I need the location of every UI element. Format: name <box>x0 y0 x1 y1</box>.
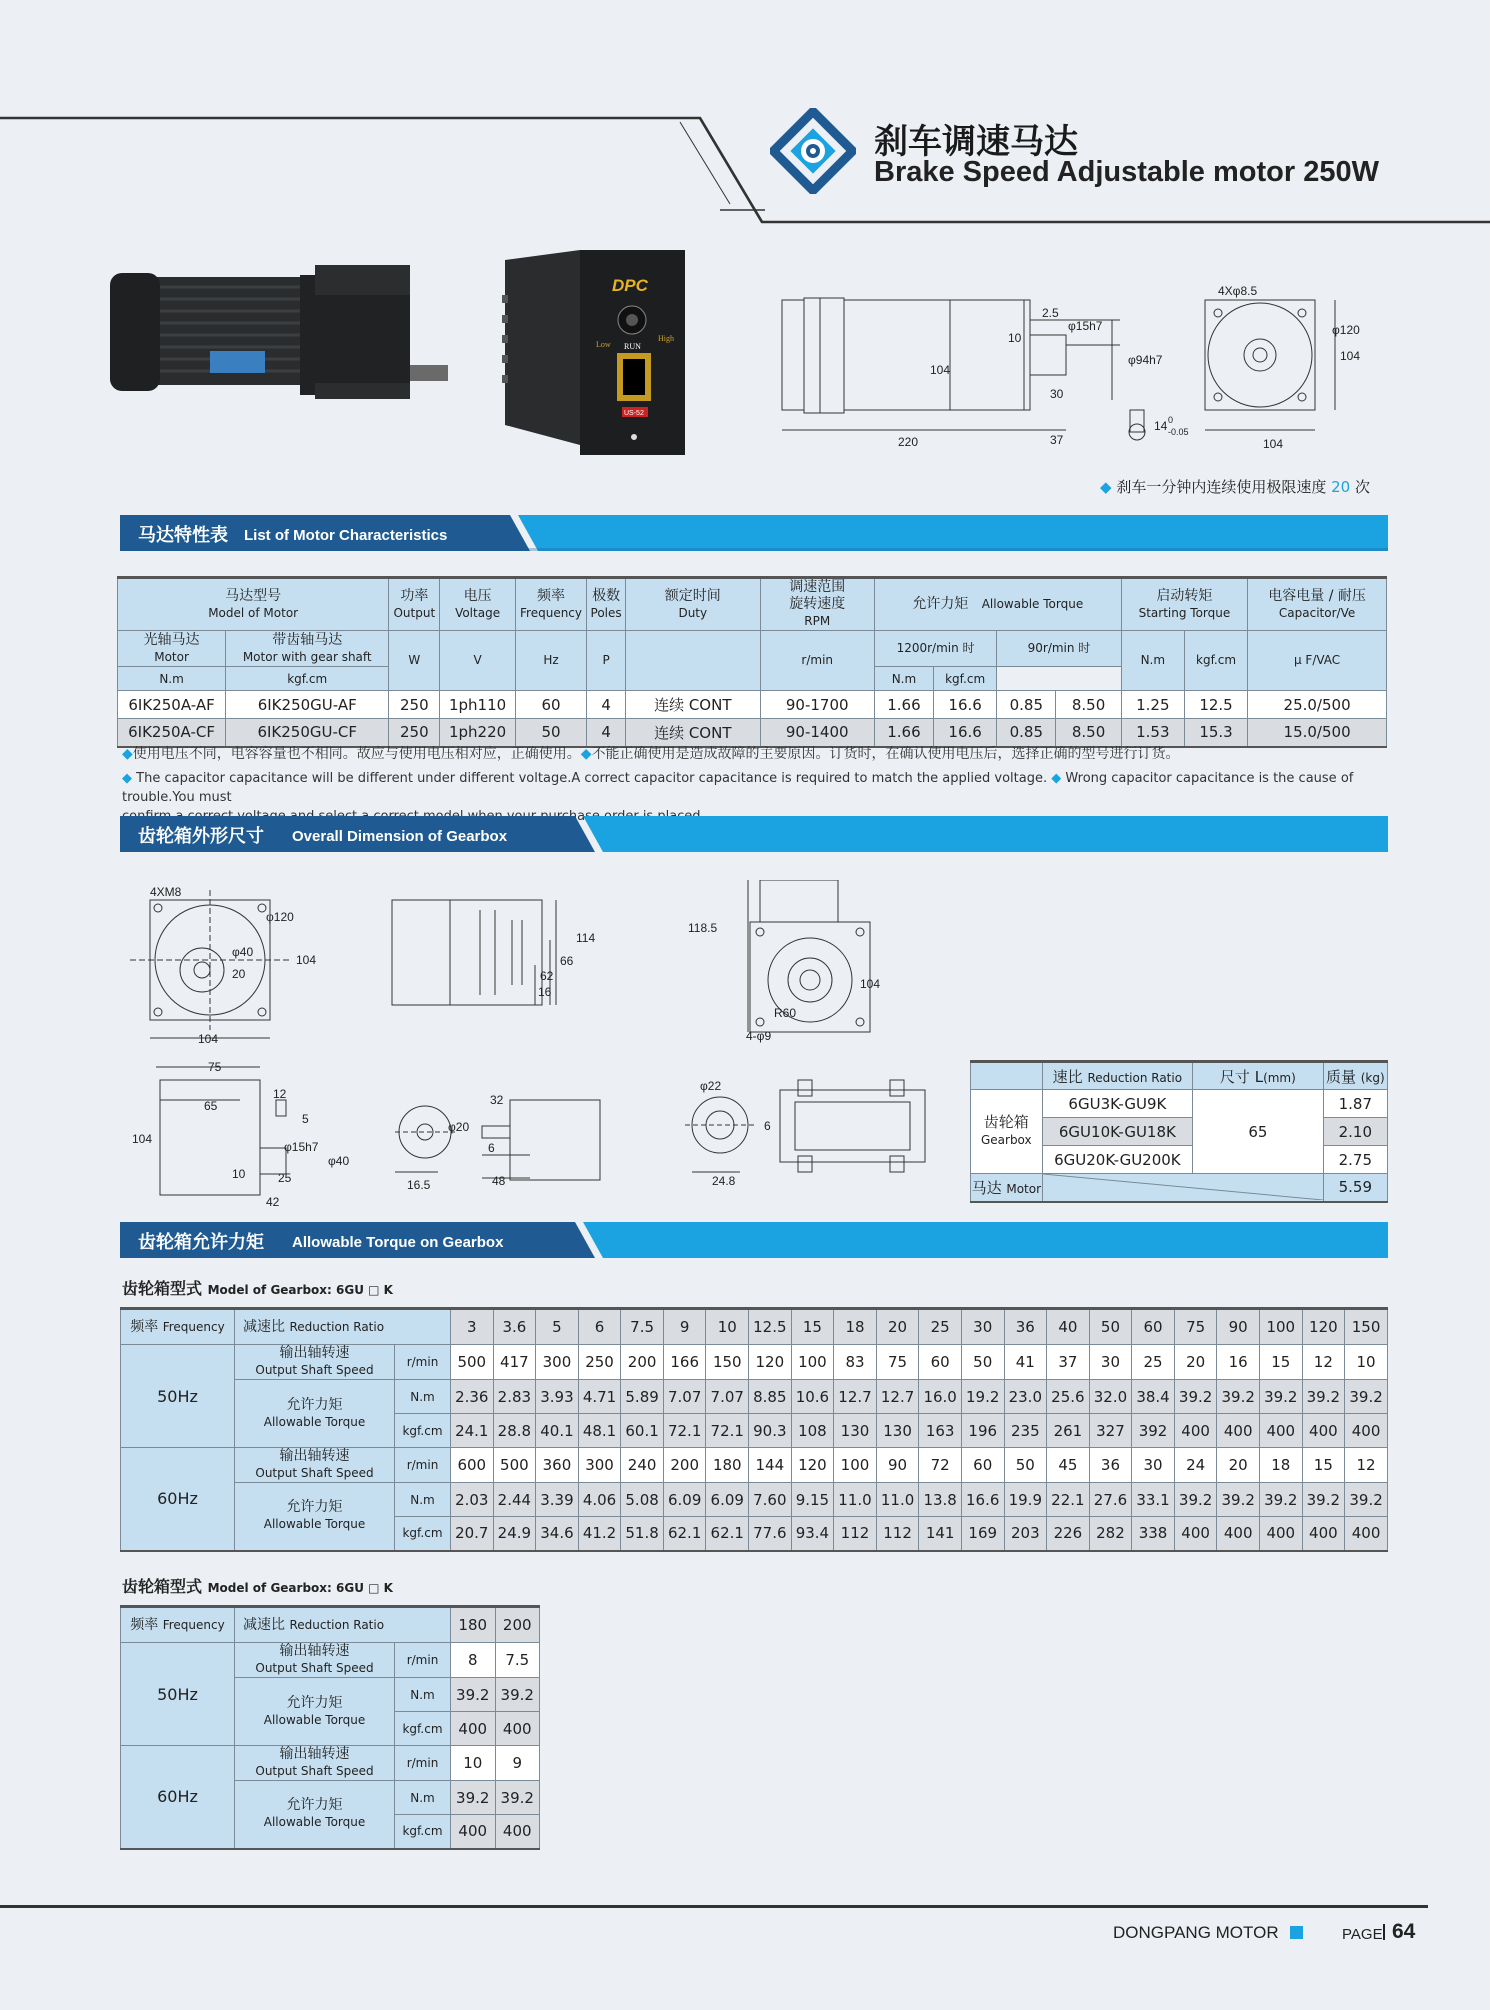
ratio-cell: 60 <box>1132 1309 1175 1345</box>
table-row: 齿轮箱 Gearbox 6GU3K-GU9K 65 1.87 <box>971 1090 1388 1118</box>
gb-dim-5: 5 <box>302 1112 309 1126</box>
controller-photo <box>500 245 690 455</box>
gb-dim-114: 114 <box>576 931 596 945</box>
table-row: 50Hz 输出轴转速 Output Shaft Speed r/min 500 417 300 250 200 166 150 120 100 83 75 60 50 41 37 30 25 20 16 15 12 10 <box>121 1345 1388 1380</box>
dim-14-tol-upper: 0 <box>1168 415 1174 425</box>
dim-94h7: φ94h7 <box>1128 353 1163 367</box>
dial-run-label: RUN <box>624 342 641 351</box>
page-number: 64 <box>1392 1920 1416 1943</box>
gb-dim-16: 16 <box>538 985 552 999</box>
gb-dim-4-9: 4-φ9 <box>746 1029 772 1043</box>
ratio-cell: 120 <box>1302 1309 1345 1345</box>
th-reduction-ratio: 减速比 Reduction Ratio <box>235 1607 451 1643</box>
gearbox-label: 齿轮箱 Gearbox <box>971 1090 1043 1174</box>
freq-label: 50Hz <box>121 1643 235 1746</box>
th-unit-nm2: N.m <box>874 667 933 691</box>
th-reduction-ratio: 减速比 Reduction Ratio <box>235 1309 451 1345</box>
ratio-cell: 3.6 <box>493 1309 536 1345</box>
gb-dim-r60: R60 <box>774 1006 797 1020</box>
gb-dim-6-d6: 6 <box>764 1119 771 1133</box>
table-row: 允许力矩 Allowable Torque N.m 39.2 39.2 <box>121 1781 540 1815</box>
th-duty-blank <box>625 631 760 691</box>
gb-dim-104-side: 104 <box>296 953 317 967</box>
ratio-cell: 30 <box>961 1309 1004 1345</box>
dim-15h7: φ15h7 <box>1068 319 1103 333</box>
ratio-cell: 5 <box>536 1309 579 1345</box>
dial-high-label: High <box>658 334 674 343</box>
th-unit-kgf1: kgf.cm <box>226 667 389 691</box>
ratio-cell: 6 <box>578 1309 621 1345</box>
torque-label: 允许力矩 Allowable Torque <box>235 1781 395 1849</box>
th-torque-90: 90r/min 时 <box>997 631 1121 667</box>
table-row: kgf.cm 20.7 24.9 34.6 41.2 51.8 62.1 62.1 77.6 93.4 112 112 141 169 203 226 282 338 400 400 400 400 400 <box>121 1517 1388 1551</box>
ratio-cell: 36 <box>1004 1309 1047 1345</box>
table-row: 60Hz 输出轴转速 Output Shaft Speed r/min 600 500 360 300 240 200 180 144 120 100 90 72 60 50 45 36 30 24 20 18 15 12 <box>121 1448 1388 1483</box>
brake-note <box>1100 476 1370 497</box>
ratio-cell: 50 <box>1089 1309 1132 1345</box>
diamond-bullet-icon: ◆ <box>122 746 133 762</box>
gb-dim-62: 62 <box>540 969 554 983</box>
th-shaft-motor: 光轴马达 Motor <box>118 631 226 667</box>
motor-label: 马达 Motor <box>971 1174 1043 1202</box>
section-title-cn: 齿轮箱允许力矩 <box>138 1232 264 1253</box>
motor-photo <box>110 255 455 435</box>
diamond-bullet-icon: ◆ <box>1100 478 1112 496</box>
table-row: 允许力矩 Allowable Torque N.m 39.2 39.2 <box>121 1678 540 1712</box>
section-gearbox-dimension <box>120 816 1388 852</box>
gearbox-dimension-drawings <box>120 880 960 1220</box>
th-size: 尺寸 L(mm) <box>1193 1062 1323 1090</box>
dim-104-bottom: 104 <box>1263 437 1284 451</box>
table-row: kgf.cm 24.1 28.8 40.1 48.1 60.1 72.1 72.1 90.3 108 130 130 163 196 235 261 327 392 400 400 400 400 400 <box>121 1414 1388 1448</box>
th-mass: 质量 (kg) <box>1323 1062 1387 1090</box>
section-title-en: Overall Dimension of Gearbox <box>292 828 508 845</box>
table-row: 6GU10K-GU18K 2.10 <box>971 1118 1388 1146</box>
page-title-en: Brake Speed Adjustable motor 250W <box>874 156 1379 188</box>
ratio-cell: 7.5 <box>621 1309 664 1345</box>
gb-dim-32: 32 <box>490 1093 504 1107</box>
th-starting-torque: 启动转矩 Starting Torque <box>1121 578 1247 631</box>
footer-divider <box>1383 1924 1385 1940</box>
th-speed: 调速范围 旋转速度 RPM <box>760 578 874 631</box>
ratio-cell: 75 <box>1174 1309 1217 1345</box>
torque-table-2 <box>120 1605 540 1850</box>
unit-rpm: r/min <box>395 1746 451 1781</box>
controller-brand: DPC <box>612 276 648 295</box>
th-ratio: 速比 Reduction Ratio <box>1042 1062 1193 1090</box>
dim-10: 10 <box>1008 331 1022 345</box>
section-title-en: List of Motor Characteristics <box>244 527 448 544</box>
footer-rule <box>0 1905 1428 1908</box>
ratio-cell: 200 <box>495 1607 540 1643</box>
freq-label: 60Hz <box>121 1746 235 1849</box>
table-row: 6GU20K-GU200K 2.75 <box>971 1146 1388 1174</box>
gb-dim-40-d4: φ40 <box>328 1154 350 1168</box>
gb-dim-20-d5: φ20 <box>448 1120 470 1134</box>
th-torque: 允许力矩 Allowable Torque <box>874 578 1121 631</box>
th-gear-motor: 带齿轴马达 Motor with gear shaft <box>226 631 389 667</box>
gb-dim-20: 20 <box>232 967 246 981</box>
ratio-cell: 180 <box>451 1607 496 1643</box>
gb-dim-40: φ40 <box>232 945 254 959</box>
th-unit-kgf2: kgf.cm <box>934 667 997 691</box>
th-torque-1200: 1200r/min 时 <box>874 631 996 667</box>
ratio-cell: 90 <box>1217 1309 1260 1345</box>
unit-kgf: kgf.cm <box>395 1712 451 1746</box>
gb-dim-118-5: 118.5 <box>688 921 718 935</box>
th-unit-w: W <box>389 631 440 691</box>
th-unit-v: V <box>440 631 515 691</box>
th-voltage: 电压 Voltage <box>440 578 515 631</box>
th-unit-p: P <box>587 631 626 691</box>
dim-37: 37 <box>1050 433 1064 447</box>
unit-kgf: kgf.cm <box>395 1414 451 1448</box>
motor-characteristics-table <box>117 576 1387 748</box>
table-row: 6IK250A-AF 6IK250GU-AF 250 1ph110 60 4 连续 CONT 90-1700 1.66 16.6 0.85 8.50 1.25 12.5 25.0/500 <box>118 691 1387 719</box>
dim-104-side: 104 <box>1340 349 1361 363</box>
gb-dim-12: 12 <box>273 1087 287 1101</box>
gb-dim-104-d3: 104 <box>860 977 881 991</box>
unit-rpm: r/min <box>395 1643 451 1678</box>
table-row: kgf.cm 400 400 <box>121 1712 540 1746</box>
brand-logo-icon <box>770 108 856 194</box>
unit-nm: N.m <box>395 1380 451 1414</box>
brake-note-value: 20 <box>1331 478 1351 496</box>
th-model: 马达型号 Model of Motor <box>118 578 389 631</box>
gb-dim-42: 42 <box>266 1195 280 1209</box>
gb-dim-65: 65 <box>204 1099 218 1113</box>
ratio-cell: 12.5 <box>749 1309 792 1345</box>
size-value: 65 <box>1193 1090 1323 1174</box>
speed-label: 输出轴转速 Output Shaft Speed <box>235 1448 395 1483</box>
th-unit-rpm: r/min <box>760 631 874 691</box>
gb-dim-15h7: φ15h7 <box>284 1140 319 1154</box>
gb-dim-75: 75 <box>208 1060 222 1074</box>
unit-kgf: kgf.cm <box>395 1815 451 1849</box>
th-frequency: 频率 Frequency <box>515 578 586 631</box>
brake-note-unit: 次 <box>1355 478 1371 496</box>
table-row: kgf.cm 400 400 <box>121 1815 540 1849</box>
diamond-bullet-icon: ◆ <box>580 746 592 762</box>
section-motor-characteristics <box>120 515 1388 551</box>
torque-label: 允许力矩 Allowable Torque <box>235 1380 395 1448</box>
freq-label: 50Hz <box>121 1345 235 1448</box>
th-frequency: 频率 Frequency <box>121 1309 235 1345</box>
freq-label: 60Hz <box>121 1448 235 1551</box>
gb-dim-104-bottom: 104 <box>198 1032 219 1046</box>
diagonal-line <box>1043 1174 1323 1200</box>
dim-14-tol-lower: -0.05 <box>1168 427 1189 437</box>
unit-nm: N.m <box>395 1678 451 1712</box>
footer-company: DONGPANG MOTOR <box>1113 1923 1279 1942</box>
table-row: 允许力矩 Allowable Torque N.m 2.03 2.44 3.39 4.06 5.08 6.09 6.09 7.60 9.15 11.0 11.0 13.8 16.6 19.9 22.1 27.6 33.1 39.2 39.2 39.2 39.2 39.2 <box>121 1483 1388 1517</box>
footer-page-label: PAGE <box>1342 1926 1383 1943</box>
diamond-bullet-icon: ◆ <box>122 771 132 786</box>
th-output: 功率 Output <box>389 578 440 631</box>
th-frequency: 频率 Frequency <box>121 1607 235 1643</box>
dim-220: 220 <box>898 435 919 449</box>
ratio-cell: 40 <box>1047 1309 1090 1345</box>
torque-table-1-title: 齿轮箱型式 Model of Gearbox: 6GU □ K <box>122 1279 393 1298</box>
section-title-en: Allowable Torque on Gearbox <box>292 1234 504 1251</box>
table-row: 60Hz 输出轴转速 Output Shaft Speed r/min 10 9 <box>121 1746 540 1781</box>
speed-label: 输出轴转速 Output Shaft Speed <box>235 1643 395 1678</box>
torque-label: 允许力矩 Allowable Torque <box>235 1678 395 1746</box>
controller-model: US-52 <box>624 410 644 417</box>
ratio-cell: 20 <box>876 1309 919 1345</box>
ratio-cell: 9 <box>663 1309 706 1345</box>
torque-label: 允许力矩 Allowable Torque <box>235 1483 395 1551</box>
dim-14: 14 <box>1154 419 1168 433</box>
ratio-cell: 10 <box>706 1309 749 1345</box>
th-unit-kgf3: kgf.cm <box>1184 631 1247 691</box>
table-row: 马达 Motor 5.59 <box>971 1174 1388 1202</box>
table-row: 50Hz 输出轴转速 Output Shaft Speed r/min 8 7.5 <box>121 1643 540 1678</box>
gb-dim-25: 25 <box>278 1171 292 1185</box>
th-unit-nm1: N.m <box>118 667 226 691</box>
gb-dim-22: φ22 <box>700 1079 722 1093</box>
dial-low-label: Low <box>596 340 611 349</box>
th-unit-cap: μ F/VAC <box>1248 631 1387 691</box>
motor-dimension-drawing <box>770 280 1390 460</box>
gb-dim-48: 48 <box>492 1174 506 1188</box>
gb-dim-4xm8: 4XM8 <box>150 885 182 899</box>
dim-4x85: 4Xφ8.5 <box>1218 284 1258 298</box>
square-icon <box>1290 1926 1303 1939</box>
unit-nm: N.m <box>395 1781 451 1815</box>
page-title-cn: 刹车调速马达 <box>874 122 1078 162</box>
ratio-cell: 25 <box>919 1309 962 1345</box>
unit-rpm: r/min <box>395 1448 451 1483</box>
th-capacitor: 电容电量 / 耐压 Capacitor/Ve <box>1248 578 1387 631</box>
torque-table-2-title: 齿轮箱型式 Model of Gearbox: 6GU □ K <box>122 1577 393 1596</box>
gb-dim-10: 10 <box>232 1167 246 1181</box>
unit-nm: N.m <box>395 1483 451 1517</box>
speed-label: 输出轴转速 Output Shaft Speed <box>235 1345 395 1380</box>
gb-dim-120: φ120 <box>266 910 294 924</box>
note-cn: ◆使用电压不同，电容容量也不相同。故应与使用电压相对应，正确使用。◆不能正确使用是造成故障的主要原因。订货时，在确认使用电压后，选择正确的型号进行订货。 <box>122 746 1180 762</box>
torque-table-1 <box>120 1307 1388 1552</box>
ratio-cell: 18 <box>834 1309 877 1345</box>
unit-rpm: r/min <box>395 1345 451 1380</box>
diamond-bullet-icon: ◆ <box>1051 771 1062 786</box>
brake-note-text: 刹车一分钟内连续使用极限速度 <box>1116 478 1327 496</box>
th-unit-hz: Hz <box>515 631 586 691</box>
th-unit-nm3: N.m <box>1121 631 1184 691</box>
gb-dim-66: 66 <box>560 954 574 968</box>
gearbox-ratio-table <box>970 1060 1388 1203</box>
table-row: 6IK250A-CF 6IK250GU-CF 250 1ph220 50 4 连续 CONT 90-1400 1.66 16.6 0.85 8.50 1.53 15.3 15.0/500 <box>118 719 1387 747</box>
gb-dim-6: 6 <box>488 1141 495 1155</box>
ratio-cell: 150 <box>1345 1309 1388 1345</box>
dim-2-5: 2.5 <box>1042 306 1059 320</box>
gb-dim-16-5: 16.5 <box>407 1178 431 1192</box>
th-poles: 极数 Poles <box>587 578 626 631</box>
section-title-cn: 齿轮箱外形尺寸 <box>138 826 264 847</box>
note-en: ◆ The capacitor capacitance will be different under different voltage.A correct capacitor capacitance is required to match the applied voltage. ◆ Wrong capacitor capacitance is the cause of trouble.You must <box>122 771 1354 805</box>
section-allowable-torque <box>120 1222 1388 1258</box>
table-row: 允许力矩 Allowable Torque N.m 2.36 2.83 3.93 4.71 5.89 7.07 7.07 8.85 10.6 12.7 12.7 16.0 19.2 23.0 25.6 32.0 38.4 39.2 39.2 39.2 39.2 39.2 <box>121 1380 1388 1414</box>
th-duty: 额定时间 Duty <box>625 578 760 631</box>
speed-label: 输出轴转速 Output Shaft Speed <box>235 1746 395 1781</box>
unit-kgf: kgf.cm <box>395 1517 451 1551</box>
dim-120: φ120 <box>1332 323 1360 337</box>
ratio-cell: 100 <box>1259 1309 1302 1345</box>
section-title-cn: 马达特性表 <box>138 525 228 546</box>
gb-dim-104-d4: 104 <box>132 1132 153 1146</box>
dim-30: 30 <box>1050 387 1064 401</box>
ratio-cell: 15 <box>791 1309 834 1345</box>
dim-104-body: 104 <box>930 363 951 377</box>
ratio-cell: 3 <box>451 1309 494 1345</box>
gb-dim-24-8: 24.8 <box>712 1174 736 1188</box>
